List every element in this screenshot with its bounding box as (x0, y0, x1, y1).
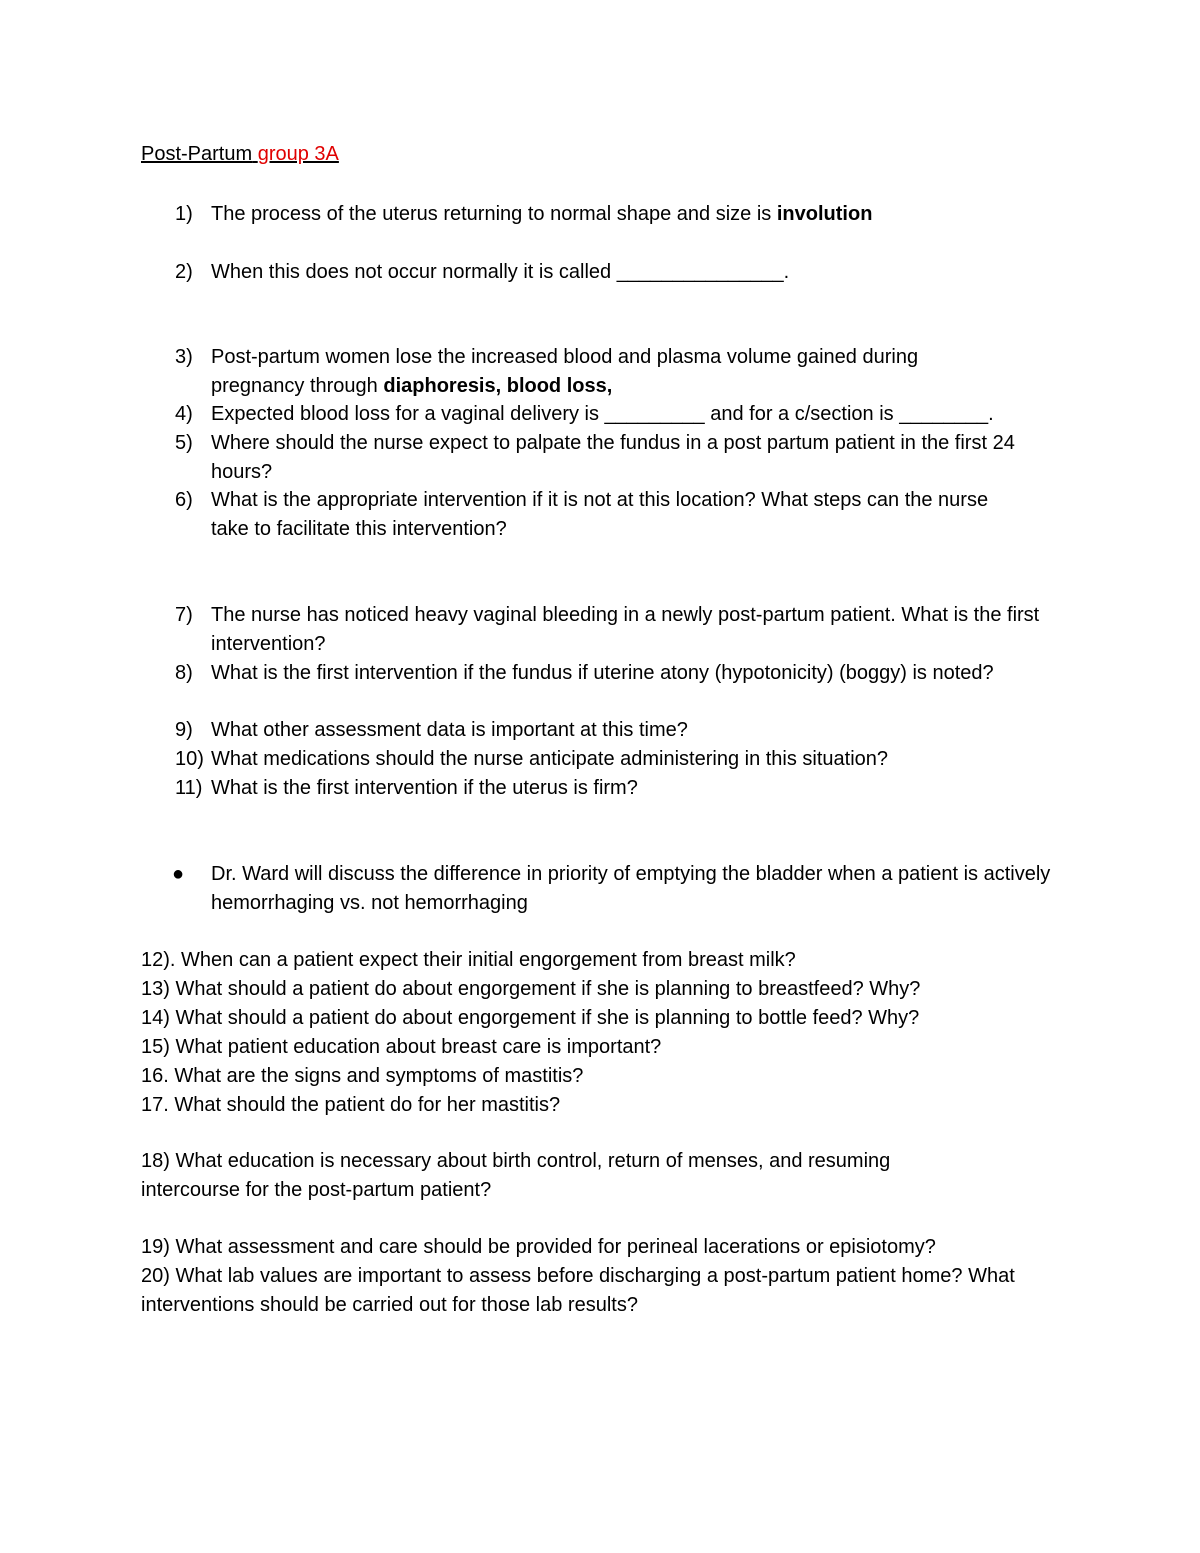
question-text: What medications should the nurse anticipate administering in this situation? (211, 748, 889, 770)
question-15: 15) What patient education about breast care is important? (141, 1036, 662, 1058)
question-text: When this does not occur normally it is called _______________. (211, 261, 790, 283)
question-text (211, 200, 1061, 229)
bullet-icon: ● (172, 863, 185, 885)
question-number: 8) (175, 662, 193, 684)
title-group: group 3A (257, 143, 339, 165)
question-18: 18) What education is necessary about birth control, return of menses, and resuming intercourse for the post-partum patient? (141, 1150, 891, 1201)
answer-bold: diaphoresis, blood loss, (383, 375, 613, 397)
question-text: The nurse has noticed heavy vaginal bleeding in a newly post-partum patient. What is the first intervention? (211, 604, 1040, 655)
question-number: 4) (175, 403, 193, 425)
question-14: 14) What should a patient do about engorgement if she is planning to bottle feed? Why? (141, 1007, 920, 1029)
question-text: What is the first intervention if the uterus is firm? (211, 777, 638, 799)
answer-bold: involution (776, 203, 873, 225)
question-number: 9) (175, 719, 193, 741)
question-text (211, 343, 991, 401)
question-text-main: The process of the uterus returning to normal shape and size is (211, 203, 772, 225)
question-text: What is the appropriate intervention if it is not at this location? What steps can the nurse take to facilitate this intervention? (211, 489, 989, 540)
question-number: 10) (175, 748, 204, 770)
question-number: 7) (175, 604, 193, 626)
question-number: 3) (175, 346, 193, 368)
question-number: 5) (175, 432, 193, 454)
bullet-text: Dr. Ward will discuss the difference in priority of emptying the bladder when a patient is actively hemorrhaging vs. not hemorrhaging (211, 863, 1051, 914)
title-main: Post-Partum (141, 143, 253, 165)
question-17: 17. What should the patient do for her mastitis? (141, 1094, 561, 1116)
question-12: 12). When can a patient expect their initial engorgement from breast milk? (141, 949, 796, 971)
question-number: 11) (175, 777, 203, 799)
question-text: What other assessment data is important at this time? (211, 719, 688, 741)
question-text: Where should the nurse expect to palpate the fundus in a post partum patient in the first 24 hours? (211, 432, 1015, 483)
question-text-main: Post-partum women lose the increased blood and plasma volume gained during pregnancy through (211, 346, 919, 397)
question-text: What is the first intervention if the fundus if uterine atony (hypotonicity) (boggy) is noted? (211, 662, 994, 684)
question-13: 13) What should a patient do about engorgement if she is planning to breastfeed? Why? (141, 978, 921, 1000)
question-20: 20) What lab values are important to assess before discharging a post-partum patient home? What interventions should be carried out for those lab results? (141, 1265, 1015, 1316)
question-16: 16. What are the signs and symptoms of mastitis? (141, 1065, 584, 1087)
question-text: Expected blood loss for a vaginal delivery is _________ and for a c/section is ________. (211, 403, 994, 425)
question-number: 2) (175, 261, 193, 283)
question-19: 19) What assessment and care should be provided for perineal lacerations or episiotomy? (141, 1236, 936, 1258)
question-number: 1) (175, 203, 193, 225)
question-number: 6) (175, 489, 193, 511)
page-title (141, 143, 339, 166)
